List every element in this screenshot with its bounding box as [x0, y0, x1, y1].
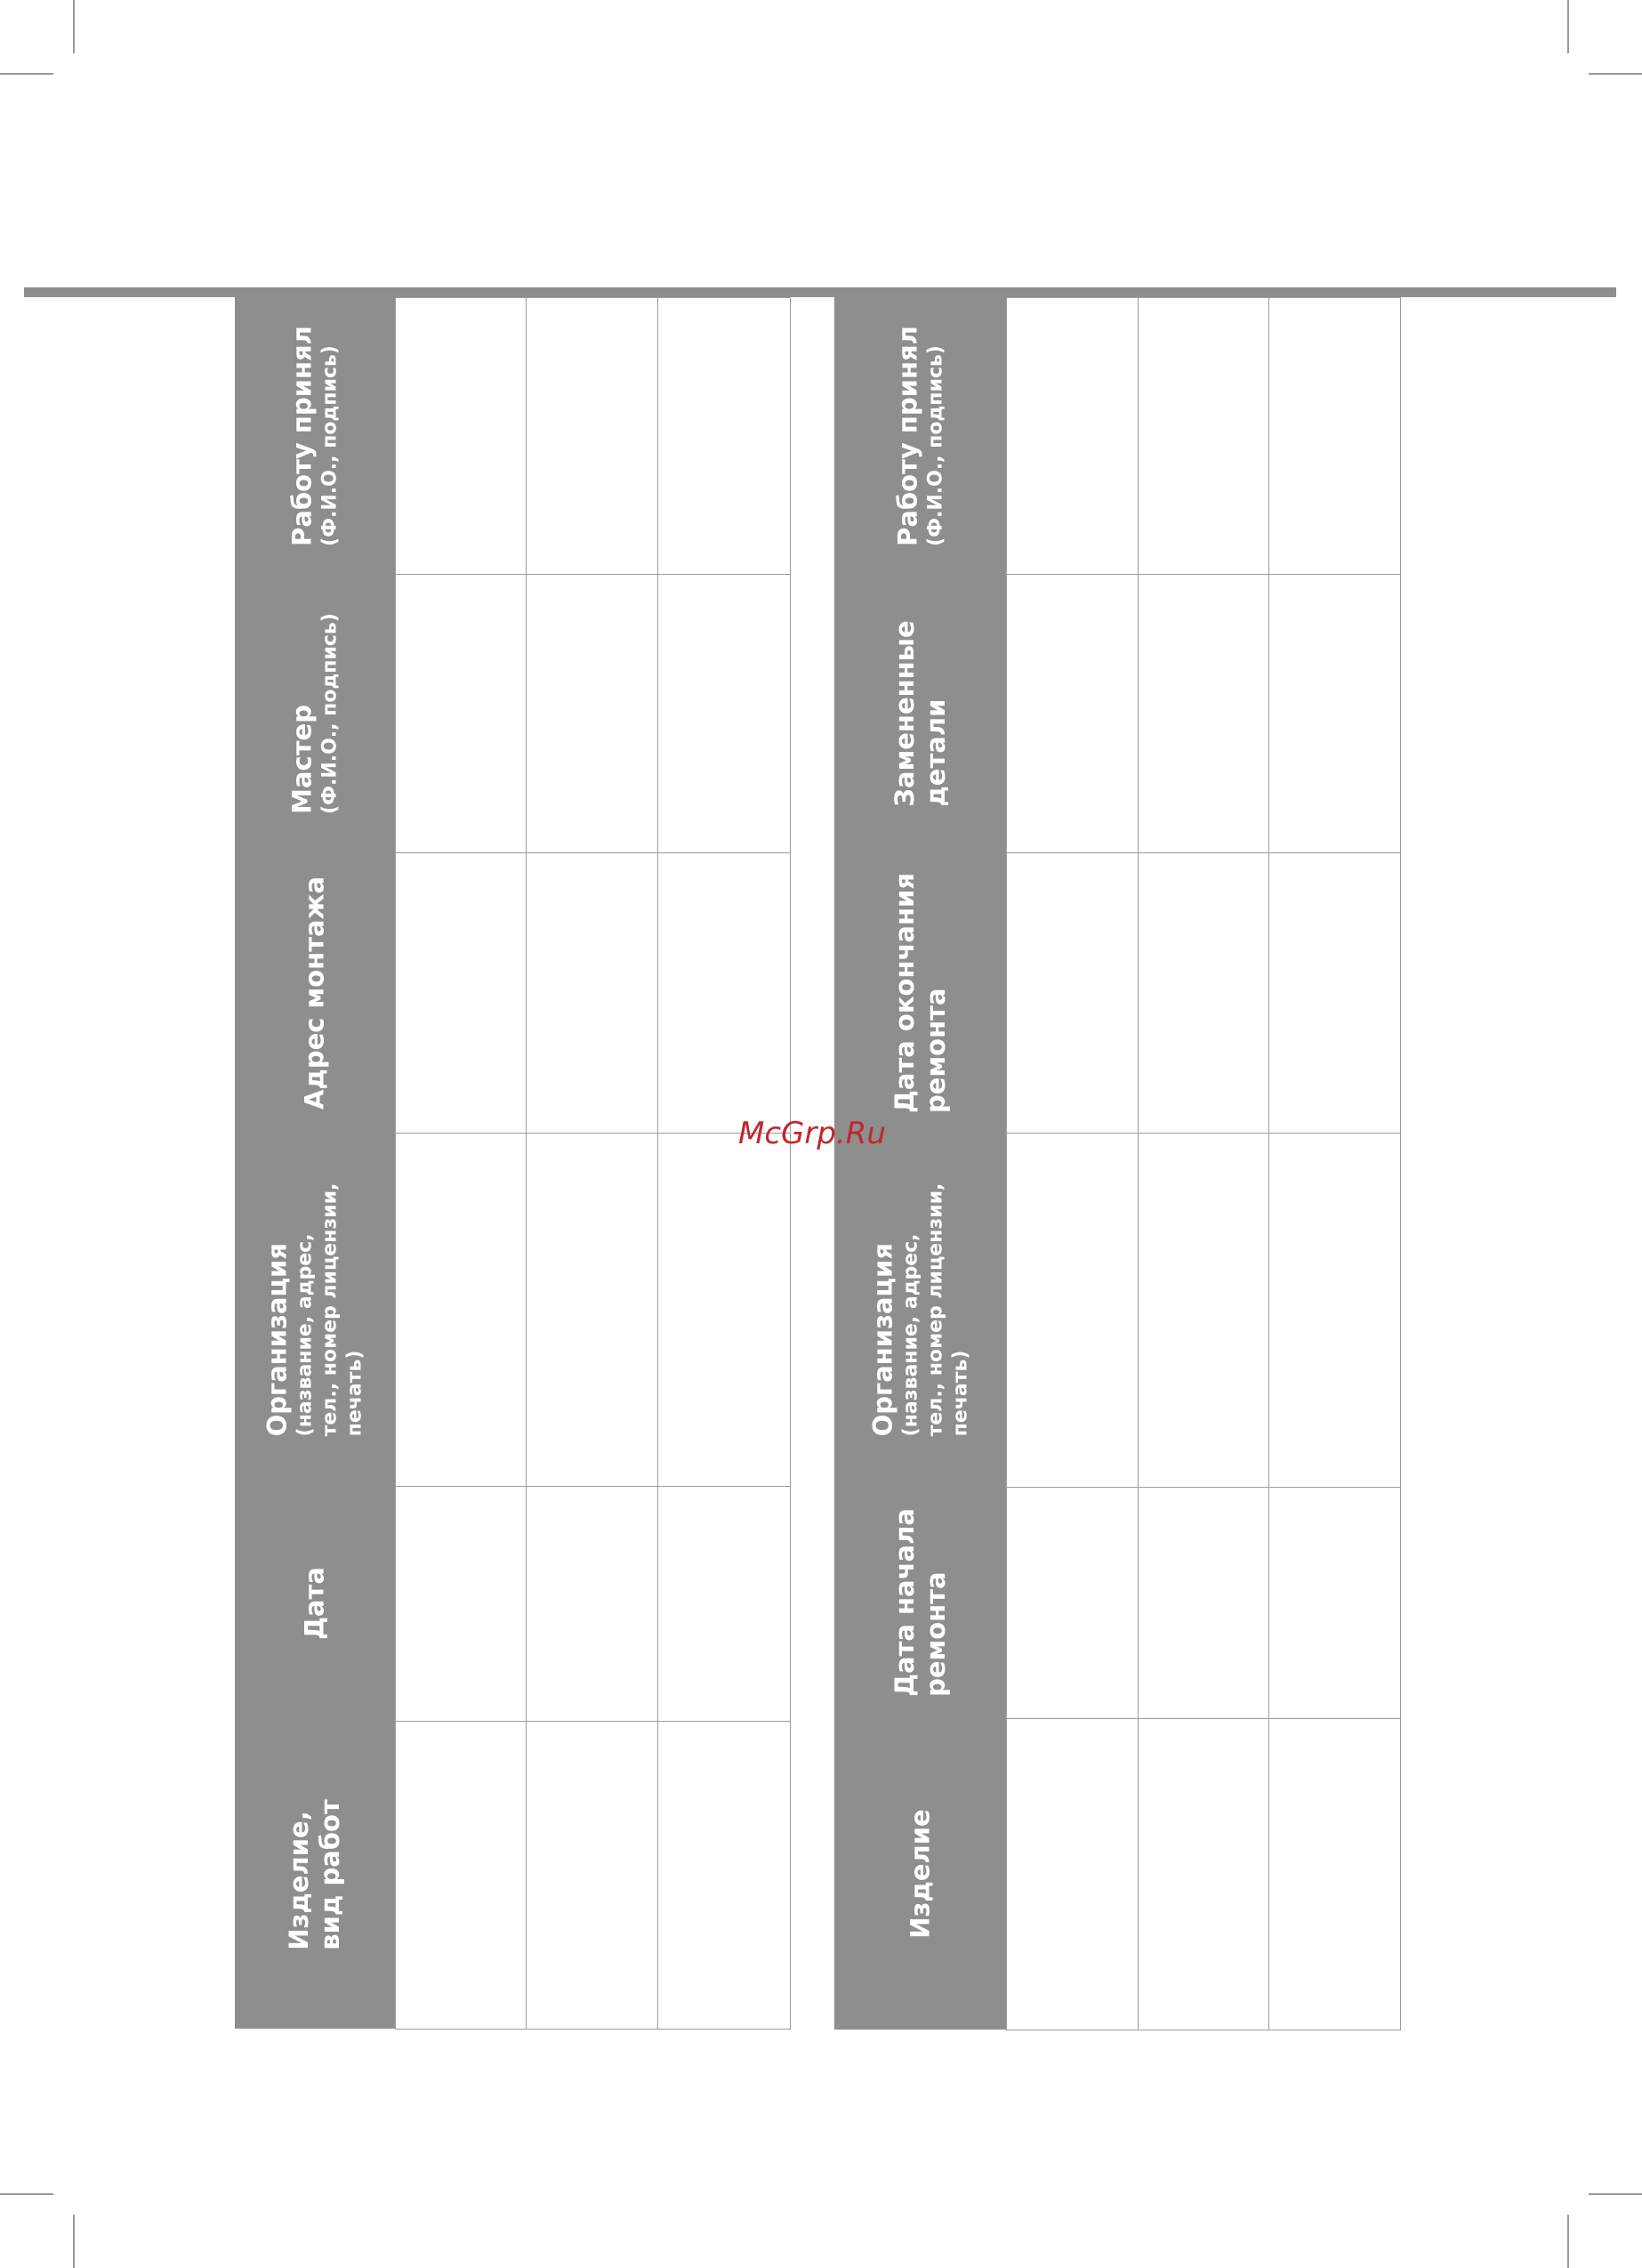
table-cell[interactable] — [1268, 574, 1401, 853]
column-subtitle: (название, адрес, тел., номер лицензии, печать) — [899, 1182, 971, 1437]
table-cell[interactable] — [657, 1721, 791, 2030]
column-title: Мастер — [286, 704, 318, 814]
column-header — [284, 1799, 346, 1950]
column-title: Организация — [262, 1242, 293, 1436]
table-cell[interactable] — [395, 297, 527, 575]
crop-mark — [1589, 73, 1642, 75]
table-cell[interactable] — [526, 1133, 658, 1487]
column-title: Организация — [867, 1243, 897, 1437]
column-header — [287, 326, 343, 546]
header-band — [834, 297, 1006, 2030]
crop-mark — [1567, 2215, 1569, 2268]
column-header — [889, 620, 952, 806]
column-header — [889, 1508, 952, 1697]
column-title: Замененные детали — [889, 619, 951, 807]
column-title: Дата — [299, 1567, 330, 1640]
column-header — [300, 876, 331, 1109]
column-subtitle: (Ф.И.О., подпись) — [924, 344, 946, 546]
header-band — [235, 297, 395, 2029]
column-title: Работу принял — [892, 325, 922, 546]
table-cell[interactable] — [657, 1133, 791, 1487]
column-title: Изделие — [905, 1809, 935, 1939]
column-title: Работу принял — [286, 325, 318, 546]
column-title: Дата начала ремонта — [889, 1508, 951, 1697]
table-cell[interactable] — [1006, 1487, 1139, 1719]
table-cell[interactable] — [1268, 852, 1401, 1134]
crop-mark — [1589, 2193, 1642, 2195]
table-cell[interactable] — [395, 852, 527, 1134]
column-header — [287, 613, 343, 814]
table-cell[interactable] — [1268, 1133, 1401, 1488]
crop-mark — [73, 0, 75, 53]
column-title: Изделие, вид работ — [284, 1799, 345, 1950]
column-header — [892, 326, 948, 546]
table-cell[interactable] — [1268, 297, 1401, 575]
table-cell[interactable] — [526, 574, 658, 853]
crop-mark — [0, 2193, 53, 2195]
table-cell[interactable] — [526, 852, 658, 1134]
table-cell[interactable] — [1006, 574, 1139, 853]
table-cell[interactable] — [1138, 1487, 1269, 1719]
table-cell[interactable] — [395, 1133, 527, 1487]
column-subtitle: (название, адрес, тел., номер лицензии, печать) — [294, 1182, 366, 1436]
table-cell[interactable] — [395, 574, 527, 853]
crop-mark — [73, 2215, 75, 2268]
crop-mark — [1567, 0, 1569, 53]
table-cell[interactable] — [1138, 1133, 1269, 1488]
column-subtitle: (Ф.И.О., подпись) — [318, 612, 342, 814]
table-cell[interactable] — [657, 852, 791, 1134]
table-cell[interactable] — [526, 1721, 658, 2030]
table-cell[interactable] — [395, 1721, 527, 2030]
table-cell[interactable] — [657, 574, 791, 853]
watermark: McGrp.Ru — [738, 1116, 886, 1151]
table-cell[interactable] — [526, 297, 658, 575]
table-cell[interactable] — [1006, 297, 1139, 575]
installation-table — [235, 297, 790, 2029]
table-cell[interactable] — [1138, 574, 1269, 853]
table-cell[interactable] — [1138, 1718, 1269, 2030]
table-cell[interactable] — [1138, 852, 1269, 1134]
repair-table — [834, 297, 1400, 2030]
table-cell[interactable] — [657, 1486, 791, 1722]
table-cell[interactable] — [1138, 297, 1269, 575]
table-cell[interactable] — [1006, 1718, 1139, 2030]
table-cell[interactable] — [526, 1486, 658, 1722]
table-cell[interactable] — [1006, 852, 1139, 1134]
table-cell[interactable] — [1006, 1133, 1139, 1488]
column-subtitle: (Ф.И.О., подпись) — [318, 344, 342, 546]
column-title: Адрес монтажа — [299, 876, 330, 1110]
column-header — [262, 1182, 368, 1436]
table-cell[interactable] — [1268, 1718, 1401, 2030]
column-title: Дата окончания ремонта — [889, 872, 951, 1113]
column-header — [905, 1809, 936, 1938]
table-cell[interactable] — [395, 1486, 527, 1722]
top-rule — [24, 287, 1616, 297]
crop-mark — [0, 73, 53, 75]
table-cell[interactable] — [1268, 1487, 1401, 1719]
column-header — [300, 1567, 331, 1640]
column-header — [867, 1183, 973, 1437]
column-header — [889, 873, 952, 1113]
table-cell[interactable] — [657, 297, 791, 575]
